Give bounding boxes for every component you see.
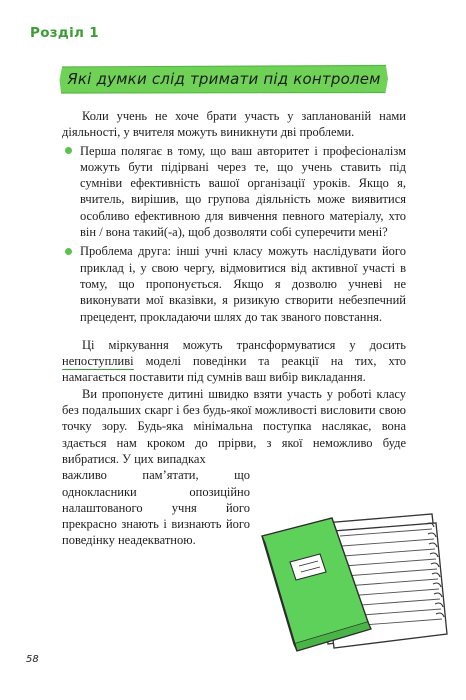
text-run: моделі поведінки та реакції на тих, хто намагається поставити під сумнів ваш вибір викладання.: [62, 354, 406, 385]
list-item: [62, 243, 406, 324]
notebook-illustration: [250, 510, 450, 655]
page-number: 58: [26, 654, 39, 665]
bullet-icon: [65, 248, 72, 255]
main-text: [62, 108, 406, 549]
text-run: Ці міркування можуть трансформуватися у досить: [82, 337, 406, 352]
problem-list: [62, 143, 406, 325]
list-item-text: Перша полягає в тому, що ваш авторитет і професіоналізм можуть бути підірвані через те, що учень ставить під сумніви ефективність вашої організації уроків. Якщо я, вчитель, вирішив, що групова діяльність може виявитися особливо ефективною для вивчення певного матеріалу, хто він / вона такий(-а), щоб дозволяти собі суперечити мені?: [80, 143, 406, 240]
paragraph-classmates: [62, 467, 250, 548]
section-title: Які думки слід тримати під контролем: [67, 70, 381, 88]
underlined-phrase: його прекрасно знають: [62, 500, 250, 532]
list-item-text: Проблема друга: інші учні класу можуть наслідувати його приклад і, у свою чергу, відмовитися від активної участі в тому, що пропонується. Якщо я дозволю учневі не виконувати мої вказівки, я ризикую створити небезпечний прецедент, прокладаючи шлях до так званого повстання.: [80, 244, 406, 324]
text-run: і визнають його поведінку неадекватною.: [62, 517, 250, 548]
intro-paragraph: Коли учень не хоче брати участь у запланованій нами діяльності, у вчителя можуть виникнути дві проблеми.: [62, 109, 406, 140]
paragraph-classmates-block: [62, 467, 250, 548]
underlined-term: непоступливі: [62, 354, 134, 369]
text-run: важливо пам’ятати, що однокласники опозиційно налаштованого учня: [62, 468, 250, 515]
bullet-icon: [65, 147, 72, 154]
list-item: [62, 143, 406, 241]
paragraph-considerations: [62, 337, 406, 386]
section-title-band: [58, 64, 390, 94]
chapter-label: Розділ 1: [30, 25, 99, 41]
paragraph-concession: Ви пропонуєте дитині швидко взяти участь у роботі класу без подальших скарг і без будь-якої можливості висловити свою точку зору. Будь-яка мінімальна поступка наслякає, вона здається нам кроком до прірви, з якої неможливо буде вибратися. У цих випадках: [62, 386, 406, 466]
